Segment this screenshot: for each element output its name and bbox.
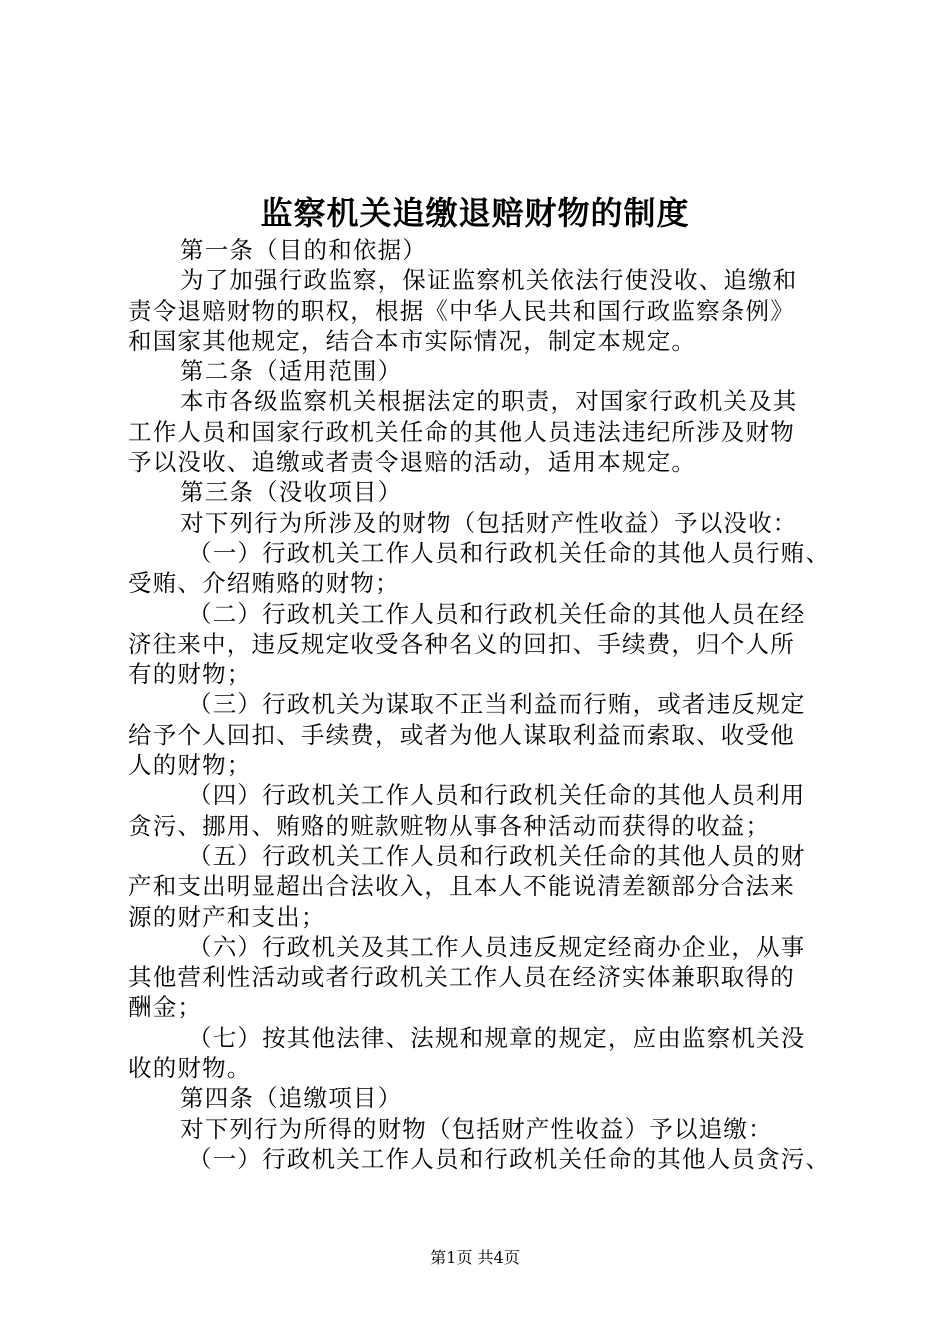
paragraph-line: 为了加强行政监察，保证监察机关依法行使没收、追缴和 [180, 266, 798, 295]
article-heading: 第二条（适用范围） [180, 357, 403, 386]
list-item-line: （一）行政机关工作人员和行政机关任命的其他人员贪污、 [188, 1144, 831, 1173]
article-heading: 第三条（没收项目） [180, 478, 403, 507]
list-item-line: （一）行政机关工作人员和行政机关任命的其他人员行贿、 [188, 538, 831, 567]
paragraph-line: 给予个人回扣、手续费，或者为他人谋取利益而索取、收受他 [128, 720, 795, 749]
paragraph-line: 酬金； [128, 993, 203, 1022]
article-heading: 第一条（目的和依据） [180, 236, 427, 264]
paragraph-line: 受贿、介绍贿赂的财物； [128, 569, 400, 598]
paragraph-line: 收的财物。 [128, 1054, 252, 1083]
document-body [128, 235, 838, 1174]
list-item-line: （四）行政机关工作人员和行政机关任命的其他人员利用 [188, 781, 806, 810]
paragraph-line: 源的财产和支出； [128, 902, 326, 931]
paragraph-line: 工作人员和国家行政机关任命的其他人员违法违纪所涉及财物 [128, 417, 795, 446]
list-item-line: （三）行政机关为谋取不正当利益而行贿，或者违反规定 [188, 690, 806, 719]
paragraph-line: 予以没收、追缴或者责令退赔的活动，适用本规定。 [128, 448, 697, 477]
paragraph-line: 和国家其他规定，结合本市实际情况，制定本规定。 [128, 326, 697, 355]
list-item-line: （二）行政机关工作人员和行政机关任命的其他人员在经 [188, 599, 806, 628]
paragraph-line: 对下列行为所得的财物（包括财产性收益）予以追缴： [180, 1114, 773, 1143]
paragraph-line: 责令退赔财物的职权，根据《中华人民共和国行政监察条例》 [128, 296, 795, 325]
paragraph-line: 本市各级监察机关根据法定的职责，对国家行政机关及其 [180, 387, 798, 416]
paragraph-line: 对下列行为所涉及的财物（包括财产性收益）予以没收： [180, 508, 798, 537]
paragraph-line: 贪污、挪用、贿赂的赃款赃物从事各种活动而获得的收益； [128, 811, 771, 840]
list-item-line: （六）行政机关及其工作人员违反规定经商办企业，从事 [188, 932, 806, 961]
paragraph-line: 人的财物； [128, 751, 252, 780]
article-heading: 第四条（追缴项目） [180, 1084, 403, 1113]
paragraph-line: 济往来中，违反规定收受各种名义的回扣、手续费，归个人所 [128, 629, 795, 658]
paragraph-line: 有的财物； [128, 660, 252, 689]
list-item-line: （五）行政机关工作人员和行政机关任命的其他人员的财 [188, 841, 806, 870]
list-item-line: （七）按其他法律、法规和规章的规定，应由监察机关没 [188, 1023, 806, 1052]
paragraph-line: 产和支出明显超出合法收入，且本人不能说清差额部分合法来 [128, 872, 795, 901]
page-footer: 第1页 共4页 [430, 1248, 520, 1267]
paragraph-line: 其他营利性活动或者行政机关工作人员在经济实体兼职取得的 [128, 963, 795, 992]
document-title: 监察机关追缴退赔财物的制度 [260, 194, 690, 232]
